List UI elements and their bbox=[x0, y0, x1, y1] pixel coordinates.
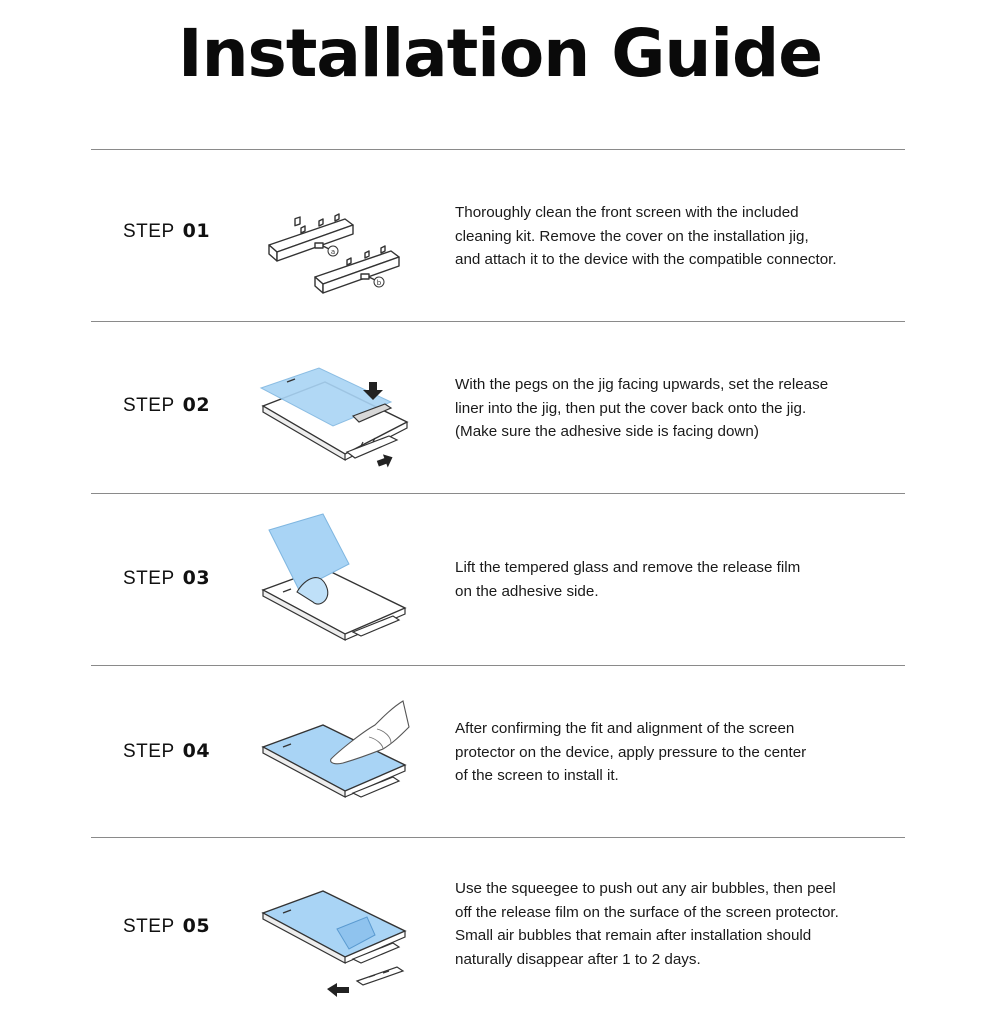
description-line: Use the squeegee to push out any air bubbles, then peel bbox=[455, 880, 836, 897]
step-word: STEP bbox=[123, 741, 175, 762]
description-line: (Make sure the adhesive side is facing down) bbox=[455, 423, 759, 440]
step-number: 02 bbox=[182, 394, 211, 416]
page-title: Installation Guide bbox=[178, 15, 822, 92]
step-word: STEP bbox=[123, 568, 175, 589]
description-line: off the release film on the surface of the screen protector. bbox=[455, 903, 839, 921]
description-line: With the pegs on the jig facing upwards, set the release bbox=[455, 376, 829, 393]
step-description bbox=[455, 373, 905, 444]
description-line: Thoroughly clean the front screen with the included bbox=[455, 204, 799, 221]
description-line: Lift the tempered glass and remove the release film bbox=[455, 559, 801, 576]
step-label bbox=[123, 394, 210, 417]
callout-b: b bbox=[376, 279, 382, 287]
squeegee-peel-film-icon bbox=[257, 872, 417, 1012]
description-line: on the adhesive side. bbox=[455, 582, 599, 600]
step-word: STEP bbox=[123, 916, 175, 937]
step-label bbox=[123, 740, 210, 763]
description-line: Small air bubbles that remain after installation should bbox=[455, 927, 812, 944]
callout-a: a bbox=[330, 248, 336, 256]
description-line: liner into the jig, then put the cover back onto the jig. bbox=[455, 399, 807, 417]
step-02 bbox=[91, 322, 905, 492]
description-line: naturally disappear after 1 to 2 days. bbox=[455, 950, 701, 968]
step-description bbox=[455, 717, 905, 788]
jig-connectors-a-b-icon bbox=[257, 190, 417, 330]
step-number: 03 bbox=[182, 567, 211, 589]
step-word: STEP bbox=[123, 221, 175, 242]
step-number: 05 bbox=[182, 915, 211, 937]
step-description bbox=[455, 201, 905, 272]
description-line: protector on the device, apply pressure to the center bbox=[455, 743, 807, 761]
step-label bbox=[123, 220, 210, 243]
step-label bbox=[123, 915, 210, 938]
lift-glass-remove-film-icon bbox=[257, 508, 417, 648]
press-center-finger-icon bbox=[257, 692, 417, 832]
step-label bbox=[123, 567, 210, 590]
step-05 bbox=[91, 838, 905, 1008]
description-line: After confirming the fit and alignment of the screen bbox=[455, 720, 795, 737]
step-description bbox=[455, 556, 905, 603]
step-number: 04 bbox=[182, 740, 211, 762]
step-01 bbox=[91, 150, 905, 320]
step-03 bbox=[91, 494, 905, 664]
step-04 bbox=[91, 666, 905, 836]
release-liner-into-jig-icon bbox=[257, 350, 417, 490]
step-description bbox=[455, 877, 905, 971]
description-line: of the screen to install it. bbox=[455, 767, 619, 784]
step-word: STEP bbox=[123, 395, 175, 416]
description-line: cleaning kit. Remove the cover on the installation jig, bbox=[455, 227, 809, 245]
step-number: 01 bbox=[182, 220, 211, 242]
description-line: and attach it to the device with the compatible connector. bbox=[455, 251, 837, 268]
